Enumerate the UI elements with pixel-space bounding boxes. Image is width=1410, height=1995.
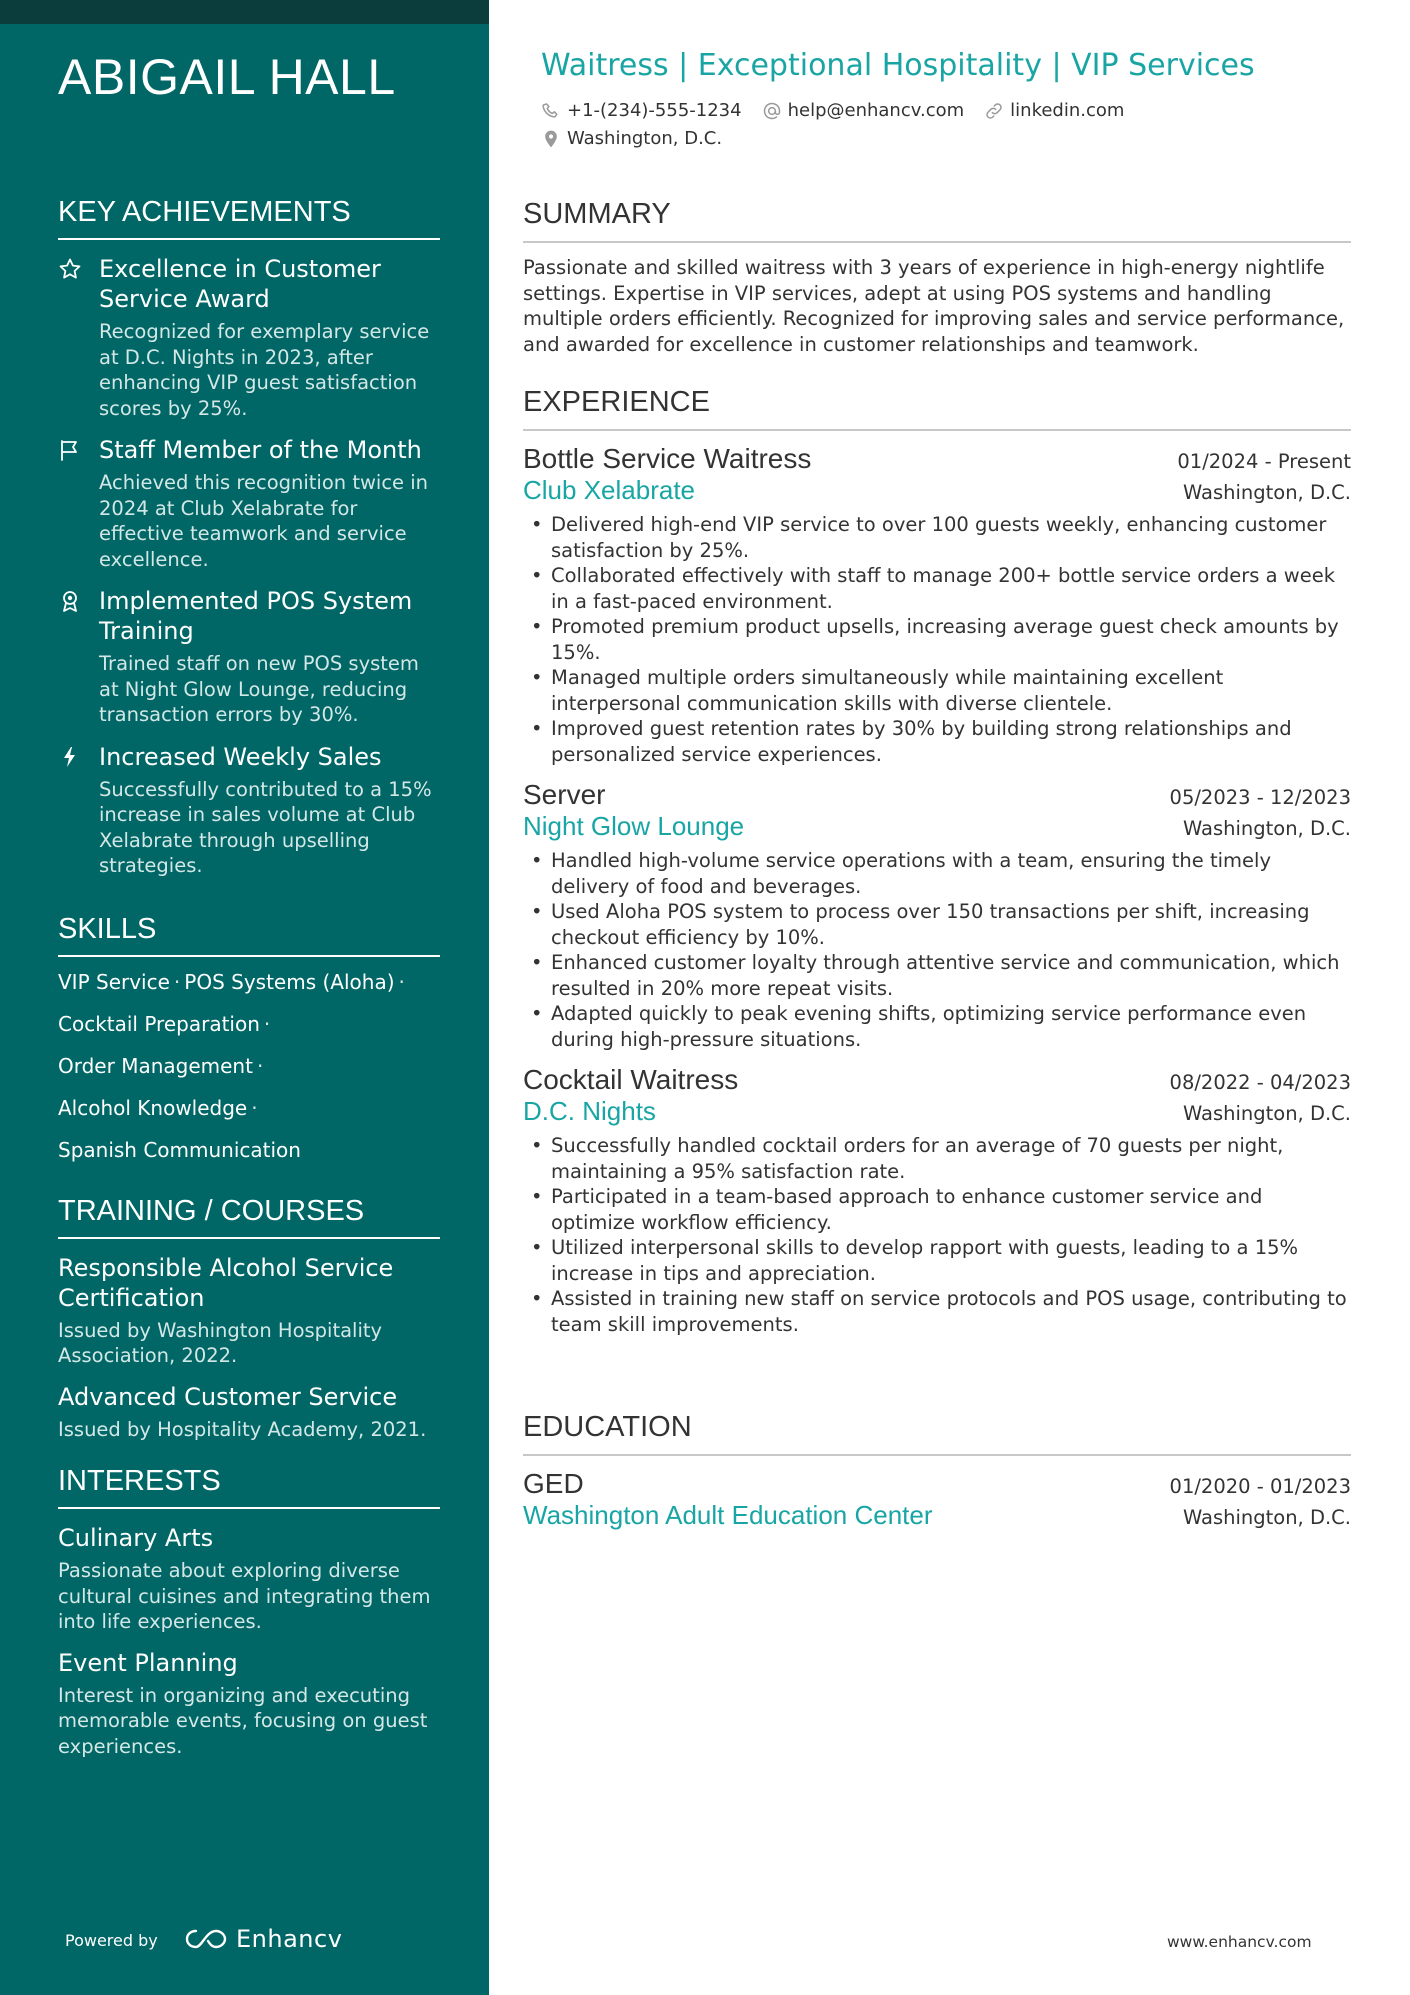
- job-title: Cocktail Waitress: [523, 1064, 739, 1095]
- skills-line: Order Management ·: [58, 1053, 264, 1078]
- job-location: Washington, D.C.: [1182, 817, 1351, 840]
- skill-tag: Cocktail Preparation: [58, 1011, 260, 1036]
- job-bullet: • Participated in a team-based approach to enhance customer service and optimize workflow efficiency.: [523, 1184, 1351, 1235]
- skills-line: Cocktail Preparation ·: [58, 1011, 271, 1036]
- skill-tag: Order Management: [58, 1053, 253, 1078]
- education-heading: EDUCATION: [523, 1411, 1351, 1456]
- powered-by-label: Powered by: [65, 1931, 158, 1950]
- at-icon: [762, 101, 782, 121]
- skills-line: Alcohol Knowledge ·: [58, 1095, 258, 1120]
- job-bullet: • Successfully handled cocktail orders for an average of 70 guests per night, maintaining a 95% satisfaction rate.: [523, 1133, 1351, 1184]
- sidebar-content: [58, 196, 440, 1772]
- experience-heading: EXPERIENCE: [523, 386, 1351, 431]
- link-icon: [984, 101, 1004, 121]
- job-bullet: • Delivered high-end VIP service to over 100 guests weekly, enhancing customer satisfaction by 25%.: [523, 512, 1351, 563]
- job-entry: [523, 1064, 1351, 1337]
- job-title: Bottle Service Waitress: [523, 443, 812, 474]
- location-pin-icon: [541, 129, 561, 149]
- contact-location: [541, 128, 722, 149]
- job-date: 08/2022 - 04/2023: [1169, 1071, 1351, 1094]
- training-desc: Issued by Hospitality Academy, 2021.: [58, 1417, 427, 1441]
- education-degree: GED: [523, 1468, 584, 1499]
- award-icon: [58, 589, 82, 613]
- footer-url[interactable]: www.enhancv.com: [1167, 1933, 1312, 1951]
- job-bullet: • Used Aloha POS system to process over 150 transactions per shift, increasing checkout efficiency by 10%.: [523, 899, 1351, 950]
- education-section: [523, 1411, 1351, 1531]
- achievement-title: Implemented POS System Training: [99, 587, 413, 645]
- achievements-heading: KEY ACHIEVEMENTS: [58, 196, 440, 240]
- job-title: Server: [523, 779, 606, 810]
- education-location: Washington, D.C.: [1182, 1506, 1351, 1529]
- job-location: Washington, D.C.: [1182, 1102, 1351, 1125]
- achievement-item: [58, 254, 440, 421]
- interests-heading: INTERESTS: [58, 1465, 440, 1509]
- job-bullet: • Handled high-volume service operations with a team, ensuring the timely delivery of food and beverages.: [523, 848, 1351, 899]
- sidebar-top-bar: [0, 0, 489, 24]
- achievement-item: [58, 586, 440, 728]
- training-heading: TRAINING / COURSES: [58, 1195, 440, 1239]
- job-bullet: • Adapted quickly to peak evening shifts, optimizing service performance even during high-pressure situations.: [523, 1001, 1351, 1052]
- job-company: D.C. Nights: [523, 1096, 656, 1126]
- summary-text: Passionate and skilled waitress with 3 years of experience in high-energy nightlife settings. Expertise in VIP services, adept at using POS systems and handling multiple orders efficiently. Recognized for improving sales and service performance, and awarded for excellence in customer relationships and teamwork.: [523, 256, 1345, 356]
- interest-desc: Interest in organizing and executing memorable events, focusing on guest experiences.: [58, 1683, 428, 1758]
- achievement-title: Excellence in Customer Service Award: [99, 255, 381, 313]
- sidebar: [0, 0, 489, 1995]
- achievement-item: [58, 742, 440, 879]
- job-bullets: [523, 848, 1351, 1052]
- job-bullet: • Managed multiple orders simultaneously while maintaining excellent interpersonal communication skills with diverse clientele.: [523, 665, 1351, 716]
- contact-row: [541, 128, 742, 149]
- linkedin-text: linkedin.com: [1010, 100, 1125, 121]
- job-bullet: • Utilized interpersonal skills to develop rapport with guests, leading to a 15% increase in tips and appreciation.: [523, 1235, 1351, 1286]
- job-bullets: [523, 512, 1351, 767]
- achievement-desc: Achieved this recognition twice in 2024 at Club Xelabrate for effective teamwork and service excellence.: [99, 471, 429, 571]
- skill-tag: Alcohol Knowledge: [58, 1095, 248, 1120]
- enhancv-logo-icon: [184, 1927, 228, 1951]
- job-bullet: • Enhanced customer loyalty through attentive service and communication, which resulted in 20% more repeat visits.: [523, 950, 1351, 1001]
- job-company: Club Xelabrate: [523, 475, 695, 505]
- job-bullet: • Assisted in training new staff on service protocols and POS usage, contributing to team skill improvements.: [523, 1286, 1351, 1337]
- contact-email[interactable]: [762, 100, 965, 121]
- job-bullets: [523, 1133, 1351, 1337]
- achievement-title: Staff Member of the Month: [99, 436, 422, 464]
- achievement-desc: Successfully contributed to a 15% increase in sales volume at Club Xelabrate through upselling strategies.: [99, 777, 432, 877]
- lightning-icon: [58, 745, 82, 769]
- job-date: 05/2023 - 12/2023: [1169, 786, 1351, 809]
- job-entry: [523, 443, 1351, 767]
- skill-tag: VIP Service: [58, 969, 170, 994]
- brand-name: Enhancv: [236, 1925, 343, 1953]
- job-bullet: • Collaborated effectively with staff to manage 200+ bottle service orders a week in a fast-paced environment.: [523, 563, 1351, 614]
- job-bullet: • Promoted premium product upsells, increasing average guest check amounts by 15%.: [523, 614, 1351, 665]
- job-entry: [523, 779, 1351, 1052]
- flag-icon: [58, 438, 82, 462]
- phone-icon: [541, 101, 561, 121]
- job-date: 01/2024 - Present: [1177, 450, 1351, 473]
- job-company: Night Glow Lounge: [523, 811, 745, 841]
- candidate-name: ABIGAIL HALL: [58, 49, 396, 105]
- education-school: Washington Adult Education Center: [523, 1500, 933, 1530]
- brand-logo[interactable]: [184, 1924, 342, 1954]
- interest-title: Culinary Arts: [58, 1524, 214, 1552]
- phone-text: +1-(234)-555-1234: [567, 100, 742, 121]
- contact-phone[interactable]: [541, 100, 742, 121]
- summary-section: [523, 198, 1351, 357]
- education-date: 01/2020 - 01/2023: [1169, 1475, 1351, 1498]
- job-location: Washington, D.C.: [1182, 481, 1351, 504]
- training-title: Advanced Customer Service: [58, 1382, 398, 1411]
- skills-heading: SKILLS: [58, 913, 440, 957]
- skills-line: VIP Service · POS Systems (Aloha) ·: [58, 969, 405, 994]
- achievement-desc: Trained staff on new POS system at Night Glow Lounge, reducing transaction errors by 30%.: [99, 652, 419, 726]
- contact-linkedin[interactable]: [984, 100, 1124, 121]
- achievement-item: [58, 435, 440, 572]
- achievement-title: Increased Weekly Sales: [99, 742, 382, 771]
- interest-title: Event Planning: [58, 1648, 238, 1677]
- star-icon: [58, 257, 82, 281]
- contact-row: [541, 100, 1144, 121]
- summary-heading: SUMMARY: [523, 198, 1351, 243]
- email-text: help@enhancv.com: [787, 100, 965, 121]
- experience-section: [523, 386, 1351, 1349]
- training-desc: Issued by Washington Hospitality Association, 2022.: [58, 1318, 383, 1367]
- interest-desc: Passionate about exploring diverse cultural cuisines and integrating them into life experiences.: [58, 1559, 431, 1633]
- headline: Waitress | Exceptional Hospitality | VIP Services: [541, 48, 1255, 83]
- skill-tag: Spanish Communication: [58, 1137, 301, 1162]
- skills-line: [58, 1129, 440, 1171]
- location-text: Washington, D.C.: [567, 128, 723, 149]
- training-title: Responsible Alcohol Service Certification: [58, 1253, 394, 1312]
- achievement-desc: Recognized for exemplary service at D.C. Nights in 2023, after enhancing VIP guest satisfaction scores by 25%.: [99, 320, 430, 420]
- job-bullet: • Improved guest retention rates by 30% by building strong relationships and personalized service experiences.: [523, 716, 1351, 767]
- skill-tag: POS Systems (Aloha): [184, 969, 395, 994]
